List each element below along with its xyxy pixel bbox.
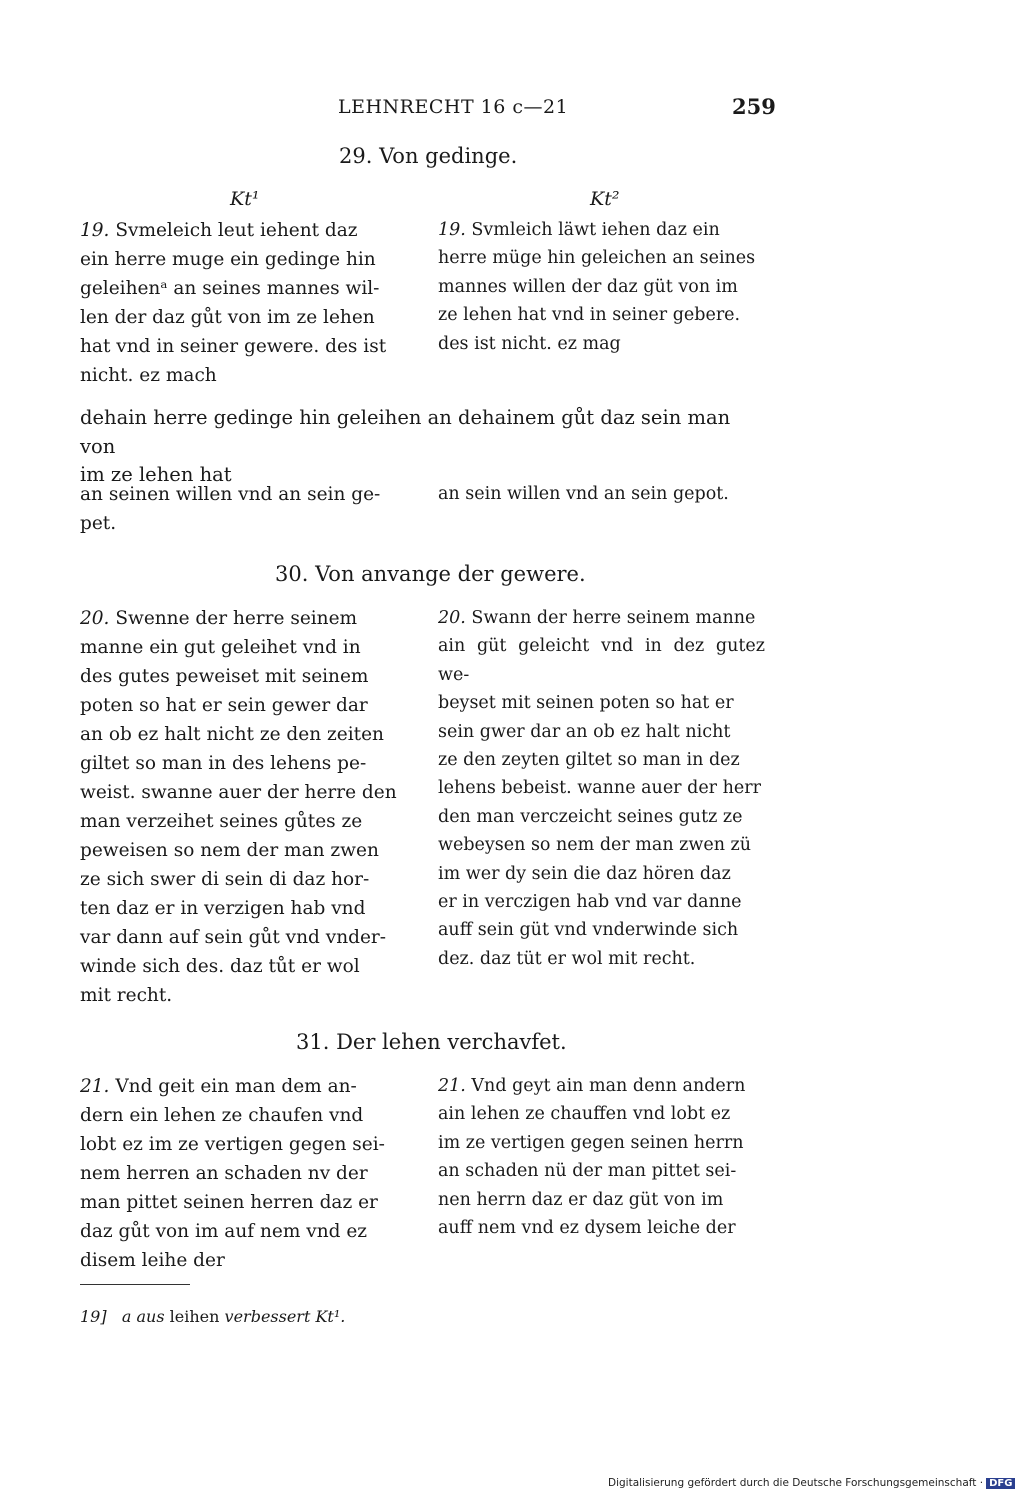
text-line: pet.	[80, 513, 117, 534]
column-kt2-20	[438, 604, 765, 973]
footnote-mark: a	[121, 1307, 132, 1326]
text-line: im wer dy sein die daz hören daz	[438, 863, 731, 884]
text-line: herre müge hin geleichen an seines	[438, 248, 756, 269]
column-kt1-19	[80, 216, 406, 390]
text-line: len der daz gůt von im ze lehen	[80, 307, 375, 328]
text-line: ze sich swer di sein di daz hor-	[80, 869, 370, 890]
text-line: sein gwer dar an ob ez halt nicht	[438, 721, 731, 742]
text-line: ten daz er in verzigen hab vnd	[80, 898, 366, 919]
column-kt2-19-continued	[438, 480, 765, 508]
page-number: 259	[732, 94, 776, 119]
text-line: 19. Svmeleich leut iehent daz	[80, 220, 358, 241]
footnote-aus: aus	[136, 1307, 165, 1326]
text-line: an ob ez halt nicht ze den zeiten	[80, 724, 384, 745]
column-kt1-19-continued	[80, 480, 406, 538]
digitization-notice	[608, 1477, 1015, 1489]
column-kt2-19	[438, 216, 765, 358]
text-line: lehens bebeist. wanne auer der herr	[438, 778, 761, 799]
text-line: lobt ez im ze vertigen gegen sei-	[80, 1134, 385, 1155]
text-line: mit recht.	[80, 985, 173, 1006]
running-head: LEHNRECHT 16 c—21	[338, 96, 569, 118]
text-line: im ze lehen hat	[80, 463, 232, 486]
section-title-31: 31. Der lehen verchavfet.	[296, 1030, 567, 1054]
text-line: nicht. ez mach	[80, 365, 217, 386]
paragraph-number: 20.	[438, 608, 466, 628]
text-line: dez. daz tüt er wol mit recht.	[438, 948, 696, 969]
column-kt1-21	[80, 1072, 406, 1275]
text-line: manne ein gut geleihet vnd in	[80, 637, 361, 658]
text-line: giltet so man in des lehens pe-	[80, 753, 367, 774]
text-line: dehain herre gedinge hin geleihen an dehainem gůt daz sein man von	[80, 406, 731, 458]
text-line: ain lehen ze chauffen vnd lobt ez	[438, 1104, 731, 1125]
digitization-text: Digitalisierung gefördert durch die Deutsche Forschungsgemeinschaft ·	[608, 1477, 984, 1489]
text-line: beyset mit seinen poten so hat er	[438, 693, 734, 714]
text-line: des gutes peweiset mit seinem	[80, 666, 369, 687]
footnote-rule	[80, 1284, 190, 1285]
siglum-left: Kt¹	[230, 188, 260, 210]
text-line: ain güt geleicht vnd in dez gutez we-	[438, 636, 765, 685]
text-line: winde sich des. daz tůt er wol	[80, 956, 360, 977]
section-title-29: 29. Von gedinge.	[339, 144, 518, 168]
text-line: ein herre muge ein gedinge hin	[80, 249, 376, 270]
siglum-right: Kt²	[590, 188, 620, 210]
text-line: peweisen so nem der man zwen	[80, 840, 379, 861]
paragraph-number: 20.	[80, 608, 110, 629]
text-line: 21. Vnd geit ein man dem an-	[80, 1076, 357, 1097]
text-line: nen herrn daz er daz güt von im	[438, 1189, 724, 1210]
text-line: var dann auf sein gůt vnd vnder-	[80, 927, 387, 948]
text-line: an sein willen vnd an sein gepot.	[438, 484, 729, 504]
paragraph-number: 21.	[438, 1076, 466, 1096]
paragraph-number: 19.	[438, 220, 466, 240]
text-line: dern ein lehen ze chaufen vnd	[80, 1105, 364, 1126]
footnote-ref: 19]	[80, 1307, 107, 1326]
text-line: an seinen willen vnd an sein ge-	[80, 484, 381, 505]
text-line: auff nem vnd ez dysem leiche der	[438, 1218, 736, 1239]
text-line: 19. Svmleich läwt iehen daz ein	[438, 220, 720, 240]
text-line: man verzeihet seines gůtes ze	[80, 811, 363, 832]
paragraph-number: 21.	[80, 1076, 110, 1097]
text-line: nem herren an schaden nv der	[80, 1163, 368, 1184]
column-kt2-21	[438, 1072, 765, 1242]
footnote-word: leihen	[169, 1307, 220, 1326]
text-line: 20. Swann der herre seinem manne	[438, 608, 756, 628]
dfg-logo: DFG	[986, 1478, 1015, 1489]
text-line: poten so hat er sein gewer dar	[80, 695, 368, 716]
text-line: im ze vertigen gegen seinen herrn	[438, 1132, 744, 1153]
text-line: geleihenᵃ an seines mannes wil-	[80, 278, 380, 299]
text-line: an schaden nü der man pittet sei-	[438, 1161, 737, 1182]
text-line: ze den zeyten giltet so man in dez	[438, 750, 740, 771]
footnote-verb: verbessert Kt¹.	[224, 1307, 346, 1326]
text-line: auff sein güt vnd vnderwinde sich	[438, 920, 739, 941]
text-line: hat vnd in seiner gewere. des ist	[80, 336, 387, 357]
common-text	[80, 404, 765, 490]
text-line: disem leihe der	[80, 1250, 225, 1271]
text-line: webeysen so nem der man zwen zü	[438, 835, 752, 856]
text-line: 21. Vnd geyt ain man denn andern	[438, 1076, 746, 1096]
text-line: den man verczeicht seines gutz ze	[438, 806, 743, 827]
text-line: er in verczigen hab vnd var danne	[438, 892, 742, 913]
text-line: mannes willen der daz güt von im	[438, 276, 738, 297]
text-line: ze lehen hat vnd in seiner gebere.	[438, 305, 741, 326]
text-line: daz gůt von im auf nem vnd ez	[80, 1221, 368, 1242]
footnote	[80, 1307, 345, 1326]
text-line: weist. swanne auer der herre den	[80, 782, 397, 803]
text-line: 20. Swenne der herre seinem	[80, 608, 358, 629]
section-title-30: 30. Von anvange der gewere.	[275, 562, 586, 586]
text-line: man pittet seinen herren daz er	[80, 1192, 378, 1213]
column-kt1-20	[80, 604, 406, 1010]
paragraph-number: 19.	[80, 220, 110, 241]
text-line: des ist nicht. ez mag	[438, 333, 621, 354]
